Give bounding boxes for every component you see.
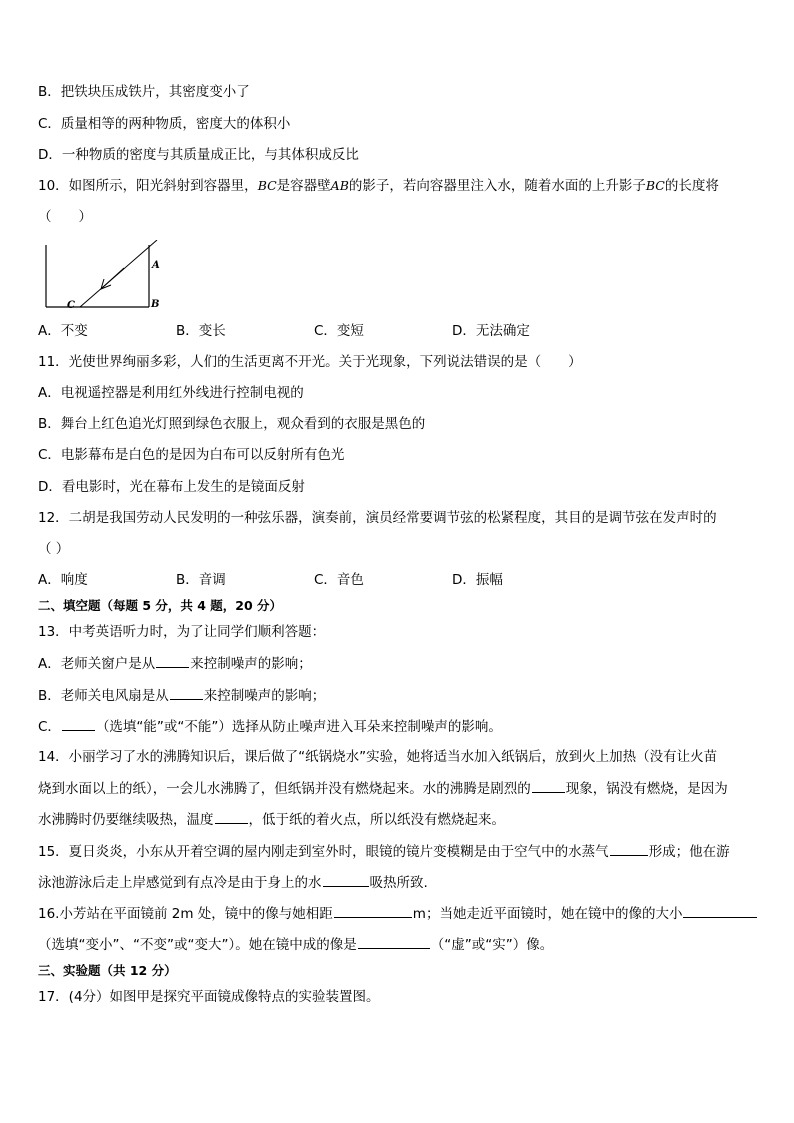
q14-line-2 bbox=[38, 779, 758, 798]
q15-line-2 bbox=[38, 873, 428, 892]
q16-line-1 bbox=[38, 904, 758, 923]
q15-text-2a: 泳池游泳后走上岸感觉到有点冷是由于身上的水 bbox=[38, 875, 322, 891]
q15-text-1b: 形成；他在游 bbox=[648, 844, 730, 860]
q16-text-1b: m；当她走近平面镜时，她在镜中的像的大小 bbox=[412, 906, 683, 922]
section-3-heading: 三、实验题（共 12 分） bbox=[38, 963, 177, 978]
q16-blank-3[interactable] bbox=[358, 935, 430, 949]
q12-option-a: A．响度 bbox=[38, 572, 88, 588]
q10-option-b: B．变长 bbox=[176, 323, 226, 339]
q13-b-text-2: 来控制噪声的影响； bbox=[203, 688, 326, 704]
q15-line-1 bbox=[38, 842, 730, 861]
q16-blank-2[interactable] bbox=[683, 904, 757, 918]
q10-container-figure bbox=[40, 240, 170, 312]
q15-blank-1[interactable] bbox=[610, 842, 648, 856]
q16-text-2b: （“虚”或“实”）像。 bbox=[430, 937, 554, 953]
q16-text-1a: 16.小芳站在平面镜前 2m 处，镜中的像与她相距 bbox=[38, 906, 333, 922]
q9-option-b: B．把铁块压成铁片，其密度变小了 bbox=[38, 84, 250, 100]
q13-a-blank[interactable] bbox=[156, 654, 189, 668]
q9-option-c: C．质量相等的两种物质，密度大的体积小 bbox=[38, 116, 291, 132]
q15-text-2b: 吸热所致. bbox=[369, 875, 428, 891]
q14-line-1b: 14．小丽学习了水的沸腾知识后，课后做了“纸锅烧水”实验，她将适当水加入纸锅后，放到火上加热（没有让火苗 bbox=[38, 749, 718, 765]
q13-a-text-2: 来控制噪声的影响； bbox=[190, 656, 312, 672]
q14-text-3a: 水沸腾时仍要继续吸热，温度 bbox=[38, 812, 214, 828]
q15-blank-2[interactable] bbox=[323, 873, 369, 887]
q10-text-4: 的长度将 bbox=[664, 178, 719, 194]
q14-text-2b: 现象，锅没有燃烧，是因为 bbox=[565, 781, 728, 797]
q9-option-d: D．一种物质的密度与其质量成正比，与其体积成反比 bbox=[38, 147, 359, 163]
q16-line-2 bbox=[38, 935, 553, 954]
q10-text-1: 10．如图所示，阳光斜射到容器里， bbox=[38, 178, 258, 194]
q12-option-b: B．音调 bbox=[176, 572, 226, 588]
q16-text-2a: （选填“变小”、“不变”或“变大”）。她在镜中成的像是 bbox=[38, 937, 357, 953]
q10-answer-paren: （ ） bbox=[38, 209, 92, 225]
q14-line-3 bbox=[38, 810, 505, 829]
q16-blank-1[interactable] bbox=[334, 904, 412, 918]
q11-option-d: D．看电影时，光在幕布上发生的是镜面反射 bbox=[38, 479, 305, 495]
q13-b-blank[interactable] bbox=[170, 686, 203, 700]
q10-text-2: 是容器壁 bbox=[276, 178, 331, 194]
q13-a-text-1: A．老师关窗户是从 bbox=[38, 656, 156, 672]
q13-c-text-2: （选填“能”或“不能”）选择从防止噪声进入耳朵来控制噪声的影响。 bbox=[95, 719, 502, 735]
q11-option-b: B．舞台上红色追光灯照到绿色衣服上，观众看到的衣服是黑色的 bbox=[38, 416, 426, 432]
q13-item-a bbox=[38, 654, 312, 673]
q14-text-2a: 烧到水面以上的纸），一会儿水沸腾了，但纸锅并没有燃烧起来。水的沸腾是剧烈的 bbox=[38, 781, 531, 797]
q13-stem: 13．中考英语听力时，为了让同学们顺利答题： bbox=[38, 624, 326, 640]
container-diagram bbox=[40, 240, 170, 312]
figure-label-c: C bbox=[67, 300, 75, 311]
q10-bc-label: BC bbox=[257, 178, 277, 193]
q10-stem bbox=[38, 177, 719, 195]
q12-stem: 12．二胡是我国劳动人民发明的一种弦乐器，演奏前，演员经常要调节弦的松紧程度，其目的是调节弦在发声时的 bbox=[38, 510, 717, 526]
q10-ab-label: AB bbox=[330, 178, 349, 193]
q14-blank-2[interactable] bbox=[215, 810, 248, 824]
q14-text-3b: ，低于纸的着火点，所以纸没有燃烧起来。 bbox=[248, 812, 505, 828]
q13-item-c bbox=[38, 717, 502, 736]
q17-stem: 17．(4分）如图甲是探究平面镜成像特点的实验装置图。 bbox=[38, 989, 380, 1005]
q10-option-d: D．无法确定 bbox=[452, 323, 530, 339]
q13-c-blank[interactable] bbox=[62, 717, 95, 731]
q13-c-text-1: C． bbox=[38, 719, 61, 735]
q14-blank-1[interactable] bbox=[532, 779, 565, 793]
q10-text-3: 的影子，若向容器里注入水，随着水面的上升影子 bbox=[348, 178, 646, 194]
q12-answer-paren: （ ） bbox=[38, 541, 70, 557]
figure-label-b: B bbox=[151, 299, 160, 310]
q12-option-c: C．音色 bbox=[314, 572, 364, 588]
q10-option-c: C．变短 bbox=[314, 323, 364, 339]
q11-option-a: A．电视遥控器是利用红外线进行控制电视的 bbox=[38, 385, 304, 401]
section-2-heading: 二、填空题（每题 5 分，共 4 题，20 分） bbox=[38, 598, 283, 613]
q13-b-text-1: B．老师关电风扇是从 bbox=[38, 688, 169, 704]
q10-bc-label-2: BC bbox=[645, 178, 665, 193]
q11-stem: 11．光使世界绚丽多彩，人们的生活更离不开光。关于光现象，下列说法错误的是（ ） bbox=[38, 354, 582, 370]
q13-item-b bbox=[38, 686, 325, 705]
q12-option-d: D．振幅 bbox=[452, 572, 503, 588]
q15-text-1a: 15．夏日炎炎，小东从开着空调的屋内刚走到室外时，眼镜的镜片变模糊是由于空气中的水蒸气 bbox=[38, 844, 609, 860]
figure-label-a: A bbox=[152, 260, 160, 271]
q10-option-a: A．不变 bbox=[38, 323, 88, 339]
q11-option-c: C．电影幕布是白色的是因为白布可以反射所有色光 bbox=[38, 447, 345, 463]
